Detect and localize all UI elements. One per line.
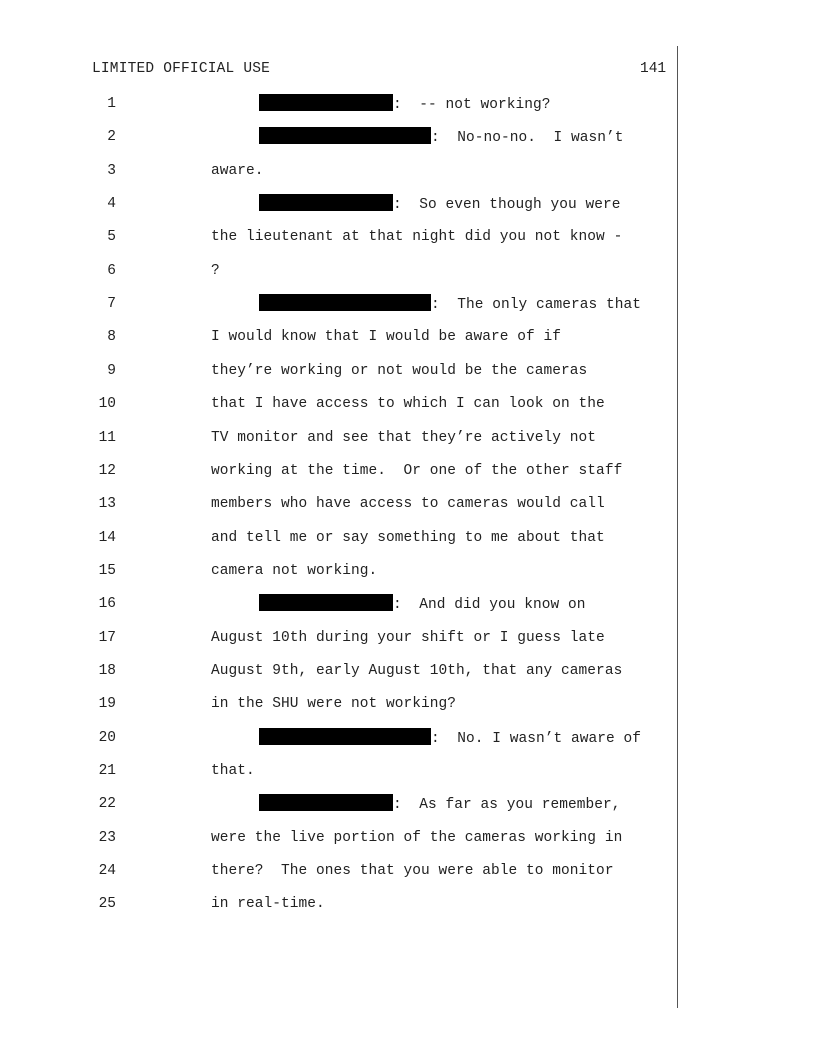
line-number: 19 [98, 696, 116, 713]
line-text [211, 461, 622, 481]
line-text [211, 227, 622, 247]
line-content: that. [211, 763, 255, 779]
transcript-line [0, 261, 816, 281]
line-number: 14 [98, 529, 116, 546]
line-content: August 10th during your shift or I guess late [211, 629, 605, 646]
transcript-line [0, 127, 816, 147]
line-number: 22 [98, 796, 116, 813]
redaction-box [259, 794, 393, 811]
line-text [211, 361, 587, 381]
line-text [211, 528, 605, 548]
line-content: aware. [211, 162, 264, 179]
transcript-line [0, 494, 816, 514]
line-content: TV monitor and see that they’re actively not [211, 429, 597, 446]
line-content: : So even though you were [393, 197, 621, 214]
line-content: there? The ones that you were able to monitor [211, 863, 614, 880]
transcript-line [0, 227, 816, 247]
line-number: 15 [98, 562, 116, 579]
line-content: working at the time. Or one of the other staff [211, 462, 623, 479]
redaction-box [259, 594, 393, 611]
line-content: August 9th, early August 10th, that any cameras [211, 662, 623, 679]
line-number: 7 [107, 296, 116, 313]
transcript-line [0, 861, 816, 881]
line-content: camera not working. [211, 562, 378, 579]
line-content: they’re working or not would be the cameras [211, 362, 588, 379]
line-number: 3 [107, 162, 116, 179]
line-text [211, 828, 622, 848]
line-content: the lieutenant at that night did you not know - [211, 229, 623, 246]
line-text [211, 161, 264, 181]
redaction-box [259, 728, 431, 745]
transcript-line [0, 394, 816, 414]
redaction-box [259, 127, 431, 144]
transcript-line [0, 194, 816, 214]
line-number: 5 [107, 229, 116, 246]
line-number: 25 [98, 896, 116, 913]
line-content: and tell me or say something to me about that [211, 529, 605, 546]
line-text [259, 127, 624, 148]
line-number: 2 [107, 129, 116, 146]
transcript-line [0, 728, 816, 748]
line-number: 6 [107, 262, 116, 279]
line-text [259, 94, 551, 115]
redaction-box [259, 194, 393, 211]
line-number: 24 [98, 863, 116, 880]
line-text [211, 428, 596, 448]
transcript-line [0, 461, 816, 481]
line-text [211, 761, 255, 781]
line-text [211, 661, 622, 681]
transcript-line [0, 794, 816, 814]
line-text [259, 728, 641, 749]
transcript-line [0, 661, 816, 681]
line-text [259, 194, 621, 215]
transcript-line [0, 327, 816, 347]
line-text [211, 561, 377, 581]
line-number: 1 [107, 96, 116, 112]
transcript-line [0, 628, 816, 648]
transcript-line [0, 294, 816, 314]
line-text [211, 494, 605, 514]
classification-header: LIMITED OFFICIAL USE [92, 61, 271, 77]
line-text [211, 327, 561, 347]
line-text [259, 594, 586, 615]
line-number: 8 [107, 329, 116, 346]
line-content: members who have access to cameras would call [211, 496, 605, 513]
transcript-line [0, 428, 816, 448]
line-content: were the live portion of the cameras working in [211, 829, 623, 846]
line-text [211, 394, 605, 414]
line-content: that I have access to which I can look on the [211, 396, 605, 413]
line-number: 12 [98, 462, 116, 479]
line-content: : And did you know on [393, 597, 586, 614]
line-number: 17 [98, 629, 116, 646]
line-number: 16 [98, 596, 116, 613]
line-number: 11 [98, 429, 116, 446]
line-number: 18 [98, 662, 116, 679]
line-content: I would know that I would be aware of if [211, 329, 562, 346]
line-number: 4 [107, 196, 116, 213]
transcript-line [0, 528, 816, 548]
redaction-box [259, 94, 393, 111]
line-number: 10 [98, 396, 116, 413]
line-text [211, 628, 605, 648]
transcript-line [0, 894, 816, 914]
line-content: : -- not working? [393, 97, 551, 113]
line-content: : No. I wasn’t aware of [431, 730, 642, 747]
transcript-line [0, 561, 816, 581]
transcript-line [0, 361, 816, 381]
line-text [211, 694, 456, 714]
line-content: : No-no-no. I wasn’t [431, 130, 624, 147]
line-number: 23 [98, 829, 116, 846]
line-number: 20 [98, 729, 116, 746]
line-content: : The only cameras that [431, 297, 642, 314]
line-content: in real-time. [211, 896, 325, 913]
line-text [259, 294, 641, 315]
line-content: ? [211, 262, 220, 279]
line-content: in the SHU were not working? [211, 696, 457, 713]
transcript-line [0, 694, 816, 714]
line-text [259, 794, 621, 815]
transcript-line [0, 761, 816, 781]
line-text [211, 261, 220, 281]
line-content: : As far as you remember, [393, 797, 621, 814]
line-text [211, 894, 325, 914]
line-number: 21 [98, 763, 116, 779]
transcript-line [0, 94, 816, 114]
line-number: 13 [98, 496, 116, 513]
transcript-line [0, 828, 816, 848]
transcript-line [0, 594, 816, 614]
transcript-line [0, 161, 816, 181]
page-number: 141 [640, 61, 667, 77]
line-text [211, 861, 614, 881]
redaction-box [259, 294, 431, 311]
line-number: 9 [107, 362, 116, 379]
